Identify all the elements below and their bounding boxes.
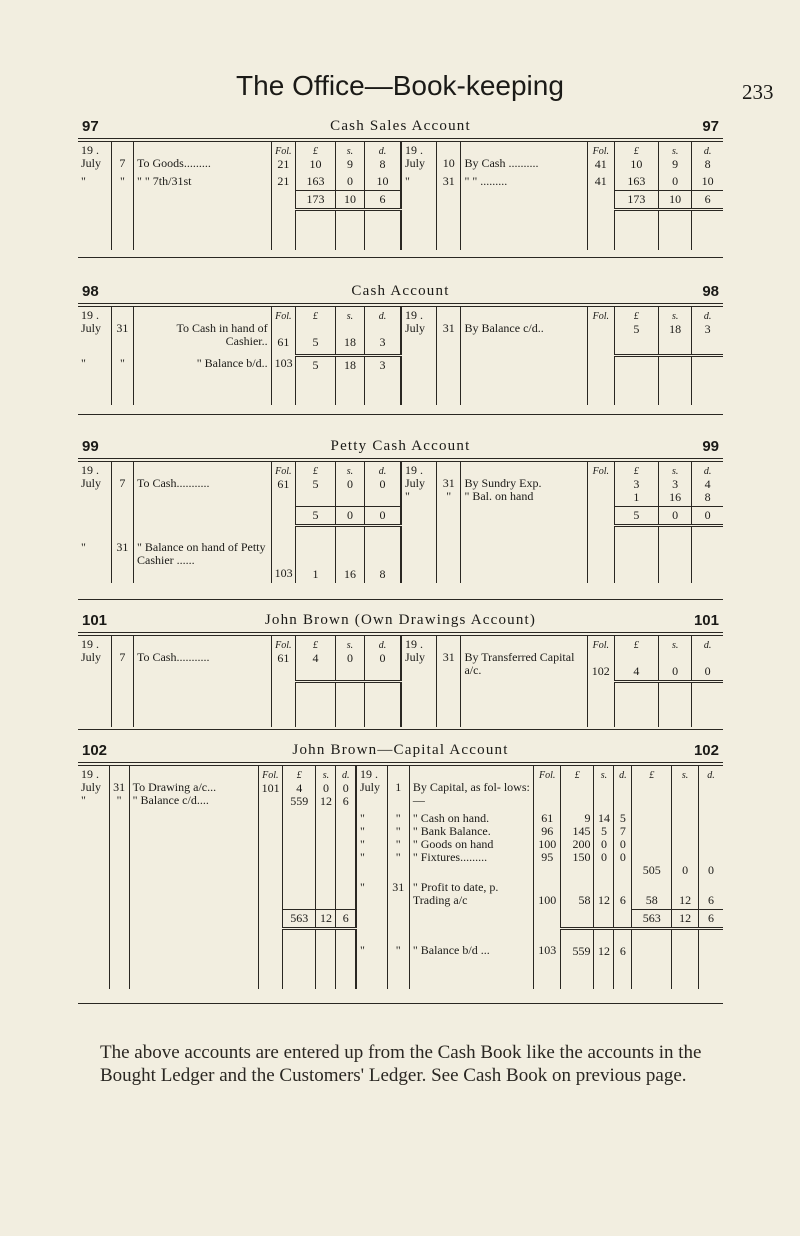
account-heading: 98 Cash Account 98: [78, 283, 723, 303]
table-row: " 31 " Balance on hand of Petty Cashier ...... 103 1 16 8: [78, 526, 723, 584]
table-row: " " " " " " " " " Cash on hand. " Bank Balance. " Goods on hand " Fixtures......... 61 96 100 95 9 145 200 150 14 5 0 0 5 7 0 0 505 0 0: [78, 810, 723, 879]
account-name: John Brown (Own Drawings Account): [264, 612, 537, 628]
ledger-table: [78, 303, 723, 415]
table-row: 19 . July 7 To Cash........... Fol. 61 £ 5 s. 0 d. 0 19 . July " 31 " By Sundry Exp. " Bal. on hand Fol. £ 3 1 s. 3 16 d. 4 8: [78, 462, 723, 507]
table-row: " " " Balance b/d ... 103 559 12 6: [78, 929, 723, 989]
account-heading: 101 John Brown (Own Drawings Account) 101: [78, 612, 723, 632]
account-name: Cash Account: [351, 283, 450, 299]
table-row: " " " Balance b/d.. 103 5 18 3: [78, 355, 723, 405]
table-row: 19 . July 31 To Cash in hand of Cashier.. Fol. 61 £ 5 s. 18 d. 3 19 . July 31 By Balance c/d.. Fol. £ 5 s. 18 d. 3: [78, 307, 723, 355]
table-row: " 31 " Profit to date, p. Trading a/c 100 58 12 6 58 12 6: [78, 879, 723, 910]
total-row: 173 10 6 173 10 6: [78, 191, 723, 210]
table-row: 19 . July 7 To Cash........... Fol. 61 £ 4 s. 0 d. 0 19 . July 31 By Transferred Capital a/c. Fol. 102 £ 4 s. 0 d. 0: [78, 636, 723, 682]
account-name: Petty Cash Account: [330, 438, 471, 454]
folio-right: 97: [702, 118, 719, 135]
footer-note: The above accounts are entered up from the Cash Book like the accounts in the Bought Ledger and the Customers' Ledger. See Cash Book on previous page.: [100, 1042, 702, 1086]
total-row: 563 12 6 563 12 6: [78, 910, 723, 929]
petty-cash-account: [78, 438, 723, 600]
ledger-table: [78, 632, 723, 730]
ledger-table: [78, 138, 723, 258]
drawings-account: [78, 612, 723, 730]
folio-left: 97: [82, 118, 99, 135]
page-title: The Office—Book-keeping: [236, 70, 564, 101]
account-name: John Brown—Capital Account: [292, 742, 509, 758]
cash-sales-account: [78, 118, 723, 258]
account-heading: [78, 118, 723, 138]
capital-account: [78, 742, 723, 1004]
ledger-table: [78, 458, 723, 600]
account-name: Cash Sales Account: [330, 118, 471, 134]
page-header: [0, 62, 800, 106]
ledger-table: [78, 762, 723, 1004]
total-row: 5 0 0 5 0 0: [78, 507, 723, 526]
account-heading: 102 John Brown—Capital Account 102: [78, 742, 723, 762]
page-number: 233: [742, 80, 774, 104]
cash-account: [78, 283, 723, 415]
table-row: 19 . July " 31 " To Drawing a/c... " Balance c/d.... Fol. 101 £ 4 559 s. 0 12 d. 0 6 19 . July 1 By Capital, as fol- lows:— Fol. £ s. d. £ s. d.: [78, 766, 723, 810]
table-row: " " " " 7th/31st 21 163 0 10 " 31 " " ......... 41 163 0 10: [78, 173, 723, 191]
table-row: 19 . July 7 To Goods......... Fol. 21 £ 10 s. 9 d. 8 19 . July 10 By Cash .......... Fol. 41 £ 10 s. 9 d. 8: [78, 142, 723, 173]
account-heading: 99 Petty Cash Account 99: [78, 438, 723, 458]
